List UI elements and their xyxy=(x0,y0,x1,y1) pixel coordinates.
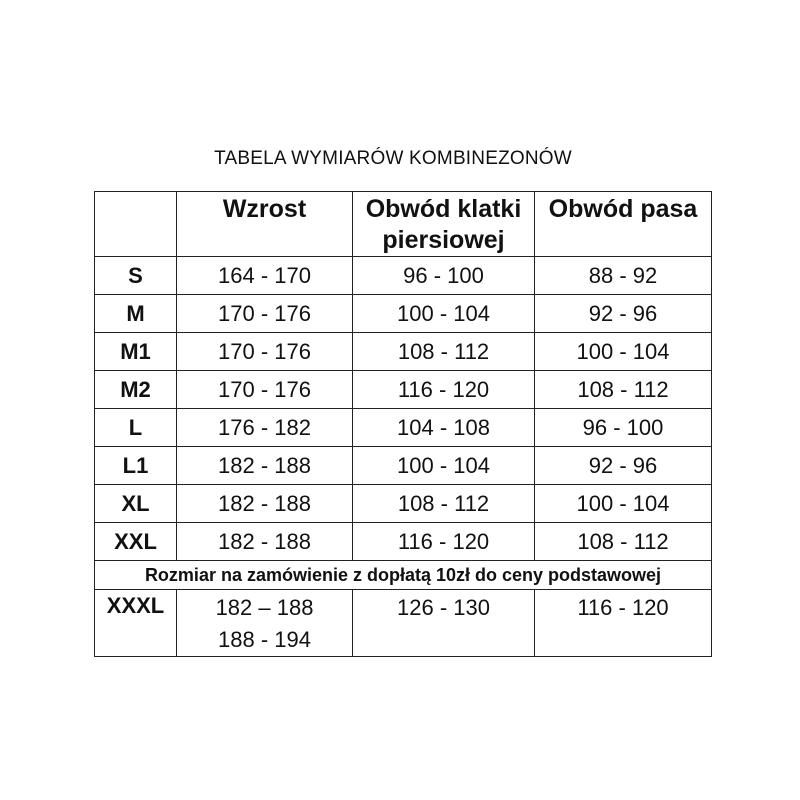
custom-order-note-row xyxy=(95,561,712,590)
header-chest-line2: piersiowej xyxy=(382,226,505,254)
table-row xyxy=(95,409,712,447)
chest-cell: 100 - 104 xyxy=(353,447,535,485)
header-size xyxy=(95,192,177,257)
height-cell: 176 - 182 xyxy=(177,409,353,447)
size-cell: XXXL xyxy=(95,590,177,657)
size-cell: M1 xyxy=(95,333,177,371)
chest-cell: 104 - 108 xyxy=(353,409,535,447)
header-height xyxy=(177,192,353,257)
waist-cell: 92 - 96 xyxy=(535,295,712,333)
size-cell: L xyxy=(95,409,177,447)
height-cell: 170 - 176 xyxy=(177,333,353,371)
table-row xyxy=(95,590,712,657)
chest-cell: 100 - 104 xyxy=(353,295,535,333)
size-cell: L1 xyxy=(95,447,177,485)
height-cell: 182 - 188 xyxy=(177,485,353,523)
table-row xyxy=(95,371,712,409)
waist-cell: 108 - 112 xyxy=(535,523,712,561)
height-cell: 170 - 176 xyxy=(177,371,353,409)
height-cell xyxy=(177,590,353,657)
size-cell: M2 xyxy=(95,371,177,409)
waist-cell: 92 - 96 xyxy=(535,447,712,485)
header-chest-line1: Obwód klatki xyxy=(365,195,522,223)
size-cell: M xyxy=(95,295,177,333)
waist-cell: 100 - 104 xyxy=(535,485,712,523)
chest-cell xyxy=(353,590,535,657)
chest-cell: 108 - 112 xyxy=(353,333,535,371)
table-row xyxy=(95,257,712,295)
custom-order-note: Rozmiar na zamówienie z dopłatą 10zł do ceny podstawowej xyxy=(95,561,712,590)
height-cell: 170 - 176 xyxy=(177,295,353,333)
chest-cell: 96 - 100 xyxy=(353,257,535,295)
height-line2: 188 - 194 xyxy=(218,627,311,652)
size-table xyxy=(94,191,712,657)
waist-cell: 100 - 104 xyxy=(535,333,712,371)
header-chest xyxy=(353,192,535,257)
table-row xyxy=(95,447,712,485)
size-cell: XL xyxy=(95,485,177,523)
chest-value: 126 - 130 xyxy=(397,595,490,620)
header-waist-label: Obwód pasa xyxy=(548,195,698,223)
size-cell: XXL xyxy=(95,523,177,561)
height-line1: 182 – 188 xyxy=(215,595,314,620)
waist-cell: 96 - 100 xyxy=(535,409,712,447)
header-height-label: Wzrost xyxy=(222,195,307,223)
table-row xyxy=(95,485,712,523)
table-title: TABELA WYMIARÓW KOMBINEZONÓW xyxy=(214,148,572,169)
height-cell: 164 - 170 xyxy=(177,257,353,295)
height-cell: 182 - 188 xyxy=(177,447,353,485)
table-row xyxy=(95,333,712,371)
height-cell: 182 - 188 xyxy=(177,523,353,561)
table-row xyxy=(95,523,712,561)
size-cell: S xyxy=(95,257,177,295)
waist-cell: 88 - 92 xyxy=(535,257,712,295)
waist-value: 116 - 120 xyxy=(577,595,669,620)
waist-cell xyxy=(535,590,712,657)
header-waist xyxy=(535,192,712,257)
table-row xyxy=(95,295,712,333)
chest-cell: 116 - 120 xyxy=(353,523,535,561)
waist-cell: 108 - 112 xyxy=(535,371,712,409)
header-row xyxy=(95,192,712,257)
chest-cell: 116 - 120 xyxy=(353,371,535,409)
chest-cell: 108 - 112 xyxy=(353,485,535,523)
